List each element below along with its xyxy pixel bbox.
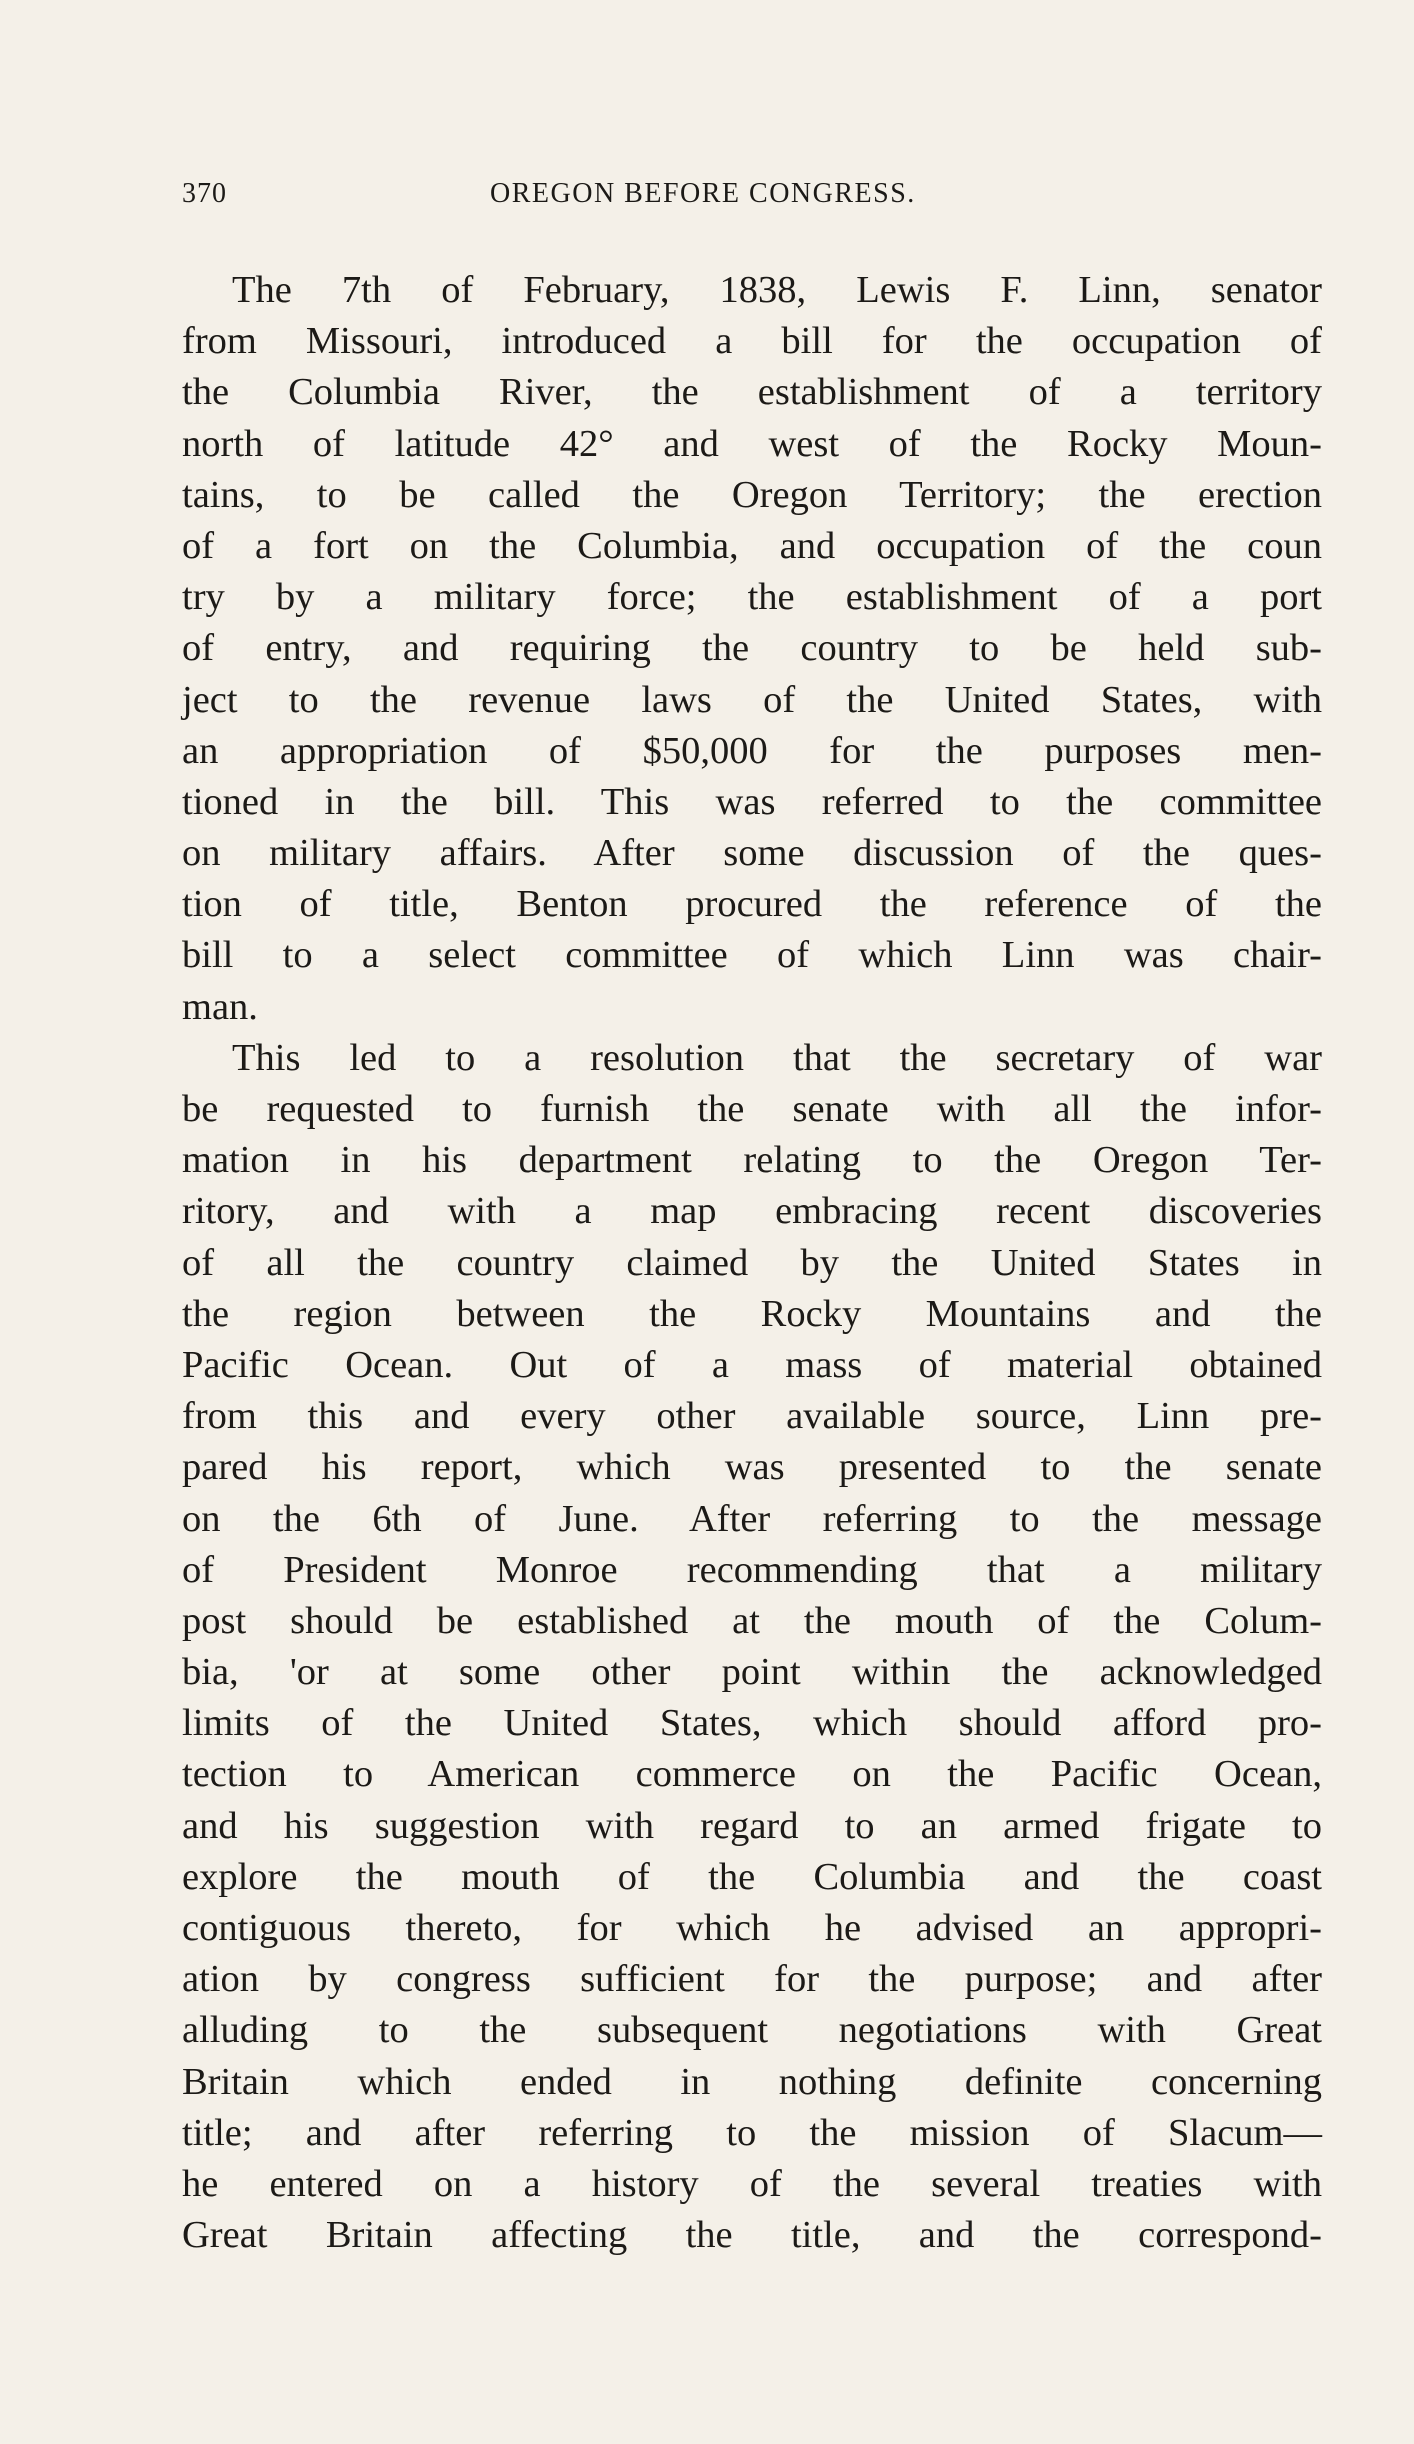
running-title: OREGON BEFORE CONGRESS.	[490, 178, 916, 209]
text-line: title; and after referring to the mission of Slacum—	[182, 2111, 1322, 2154]
text-line: from this and every other available source, Linn pre-	[182, 1395, 1322, 1438]
text-line: contiguous thereto, for which he advised an appropri-	[182, 1907, 1322, 1949]
text-line: an appropriation of $50,000 for the purposes men-	[182, 729, 1322, 772]
page-number: 370	[182, 178, 227, 209]
text-line: bia, 'or at some other point within the acknowledged	[182, 1651, 1322, 1694]
text-line: bill to a select committee of which Linn was chair-	[182, 934, 1322, 977]
text-line: limits of the United States, which should afford pro-	[182, 1702, 1322, 1745]
body-text	[182, 265, 1322, 2261]
text-line: of entry, and requiring the country to be held sub-	[182, 627, 1322, 670]
text-line: try by a military force; the establishment of a port	[182, 576, 1322, 619]
text-line: tioned in the bill. This was referred to the committee	[182, 780, 1322, 823]
text-line: of President Monroe recommending that a military	[182, 1548, 1322, 1591]
text-line: on military affairs. After some discussion of the ques-	[182, 832, 1322, 875]
running-head	[182, 178, 1322, 218]
text-line: This led to a resolution that the secretary of war	[232, 1036, 1322, 1079]
text-line: ject to the revenue laws of the United States, with	[182, 678, 1322, 721]
text-line: he entered on a history of the several treaties with	[182, 2162, 1322, 2205]
text-line: explore the mouth of the Columbia and the coast	[182, 1855, 1322, 1898]
text-line: north of latitude 42° and west of the Rocky Moun-	[182, 422, 1322, 465]
text-line: pared his report, which was presented to the senate	[182, 1446, 1322, 1489]
text-line: ritory, and with a map embracing recent discoveries	[182, 1190, 1322, 1233]
text-line: of all the country claimed by the United States in	[182, 1241, 1322, 1284]
text-line: Pacific Ocean. Out of a mass of material obtained	[182, 1343, 1322, 1386]
text-line: of a fort on the Columbia, and occupation of the coun	[182, 524, 1322, 567]
text-line: the region between the Rocky Mountains and the	[182, 1292, 1322, 1335]
text-line: Great Britain affecting the title, and the correspond-	[182, 2214, 1322, 2257]
text-line: The 7th of February, 1838, Lewis F. Linn, senator	[232, 269, 1322, 311]
text-line: alluding to the subsequent negotiations with Great	[182, 2009, 1322, 2052]
text-line: tection to American commerce on the Pacific Ocean,	[182, 1753, 1322, 1796]
text-line: mation in his department relating to the Oregon Ter-	[182, 1139, 1322, 1182]
paragraph-2	[182, 1033, 1322, 2262]
text-line: Britain which ended in nothing definite concerning	[182, 2060, 1322, 2103]
text-line: post should be established at the mouth of the Colum-	[182, 1599, 1322, 1642]
text-line: ation by congress sufficient for the purpose; and after	[182, 1958, 1322, 2001]
text-line: man.	[182, 985, 258, 1028]
text-line: tains, to be called the Oregon Territory; the erection	[182, 473, 1322, 516]
text-line: tion of title, Benton procured the reference of the	[182, 883, 1322, 926]
paragraph-1	[182, 265, 1322, 1033]
text-line: from Missouri, introduced a bill for the occupation of	[182, 320, 1322, 363]
text-line: be requested to furnish the senate with all the infor-	[182, 1088, 1322, 1130]
text-line: and his suggestion with regard to an armed frigate to	[182, 1804, 1322, 1847]
text-line: the Columbia River, the establishment of a territory	[182, 371, 1322, 414]
text-line: on the 6th of June. After referring to the message	[182, 1497, 1322, 1540]
